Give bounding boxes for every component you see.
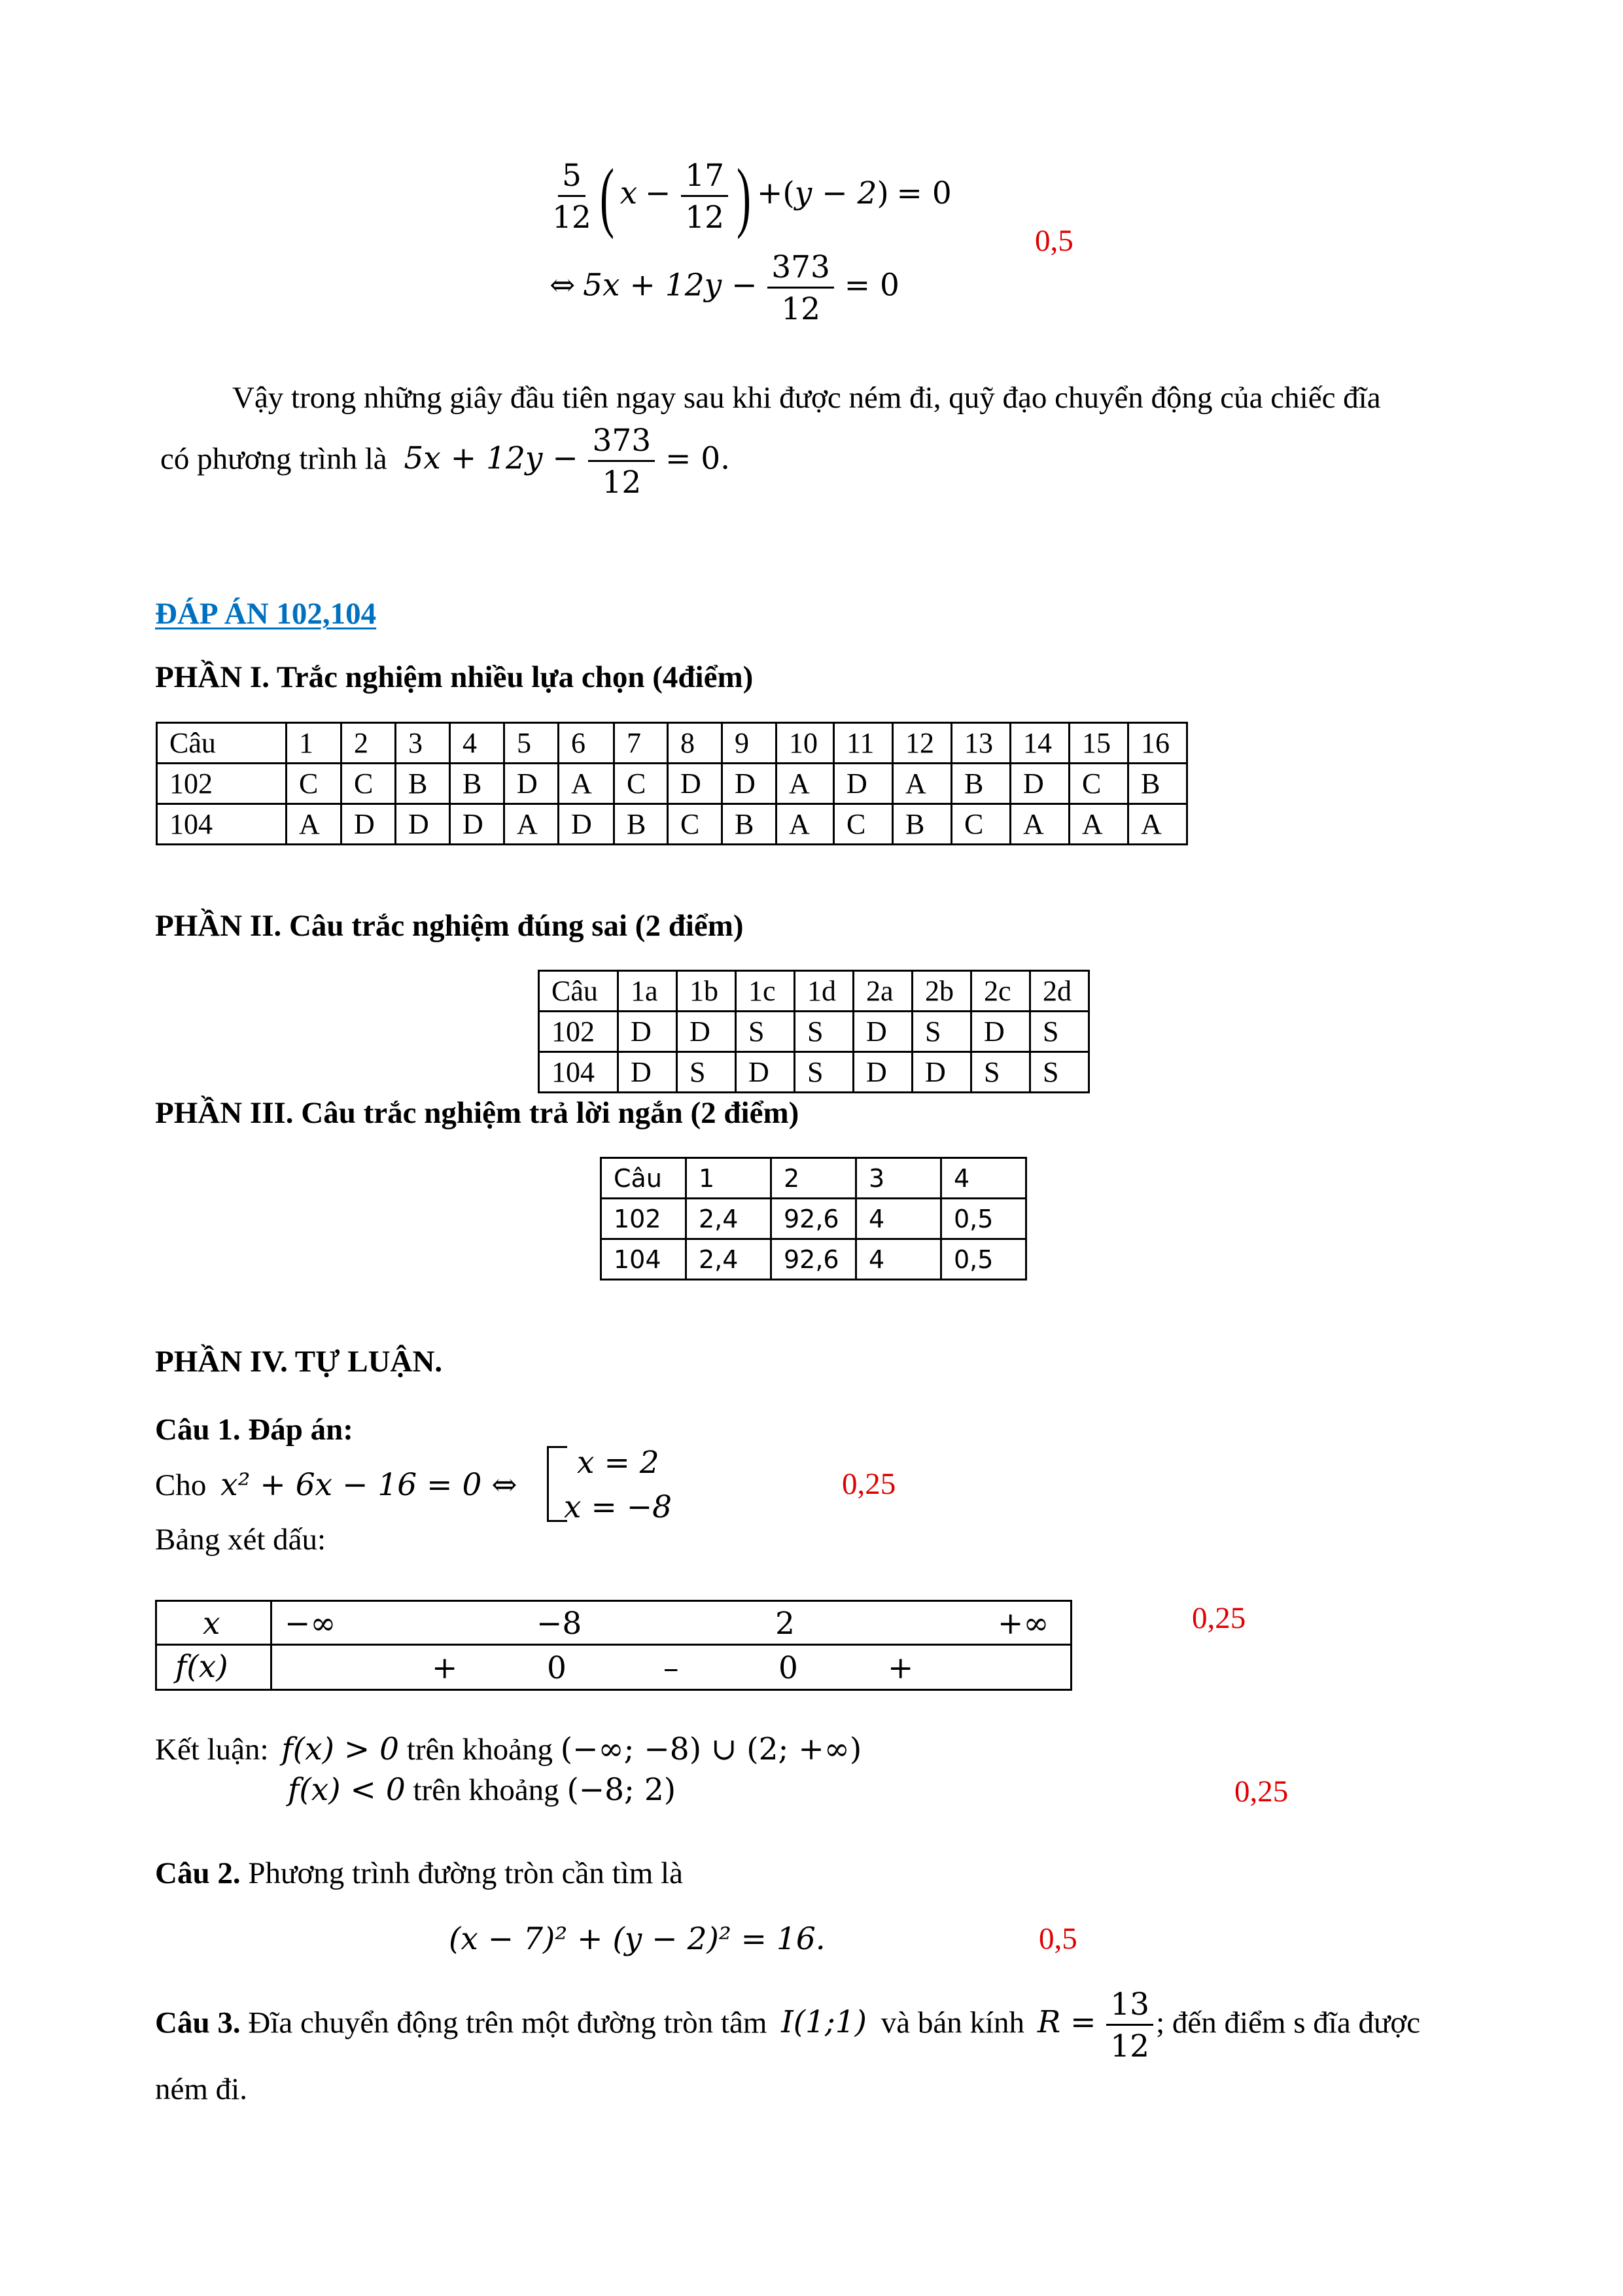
sign-table-minus: – — [663, 1650, 679, 1686]
part1-table-row — [157, 804, 1187, 845]
part1-title: PHẦN I. Trắc nghiệm nhiều lựa chọn (4điểm) — [155, 660, 754, 694]
part2-table-cell: 104 — [539, 1052, 618, 1093]
part3-table-cell: 2,4 — [686, 1199, 771, 1239]
part3-table-cell: 4 — [856, 1239, 941, 1280]
part1-table-cell: 7 — [614, 723, 668, 764]
part1-table-cell: A — [287, 804, 341, 845]
part1-table-cell: 12 — [893, 723, 952, 764]
part2-table-cell: S — [795, 1012, 854, 1052]
sign-table-plus1: + — [432, 1650, 458, 1686]
part1-table-cell: D — [722, 764, 777, 804]
part2-table-cell: 1c — [736, 971, 795, 1012]
part1-table-cell: 11 — [834, 723, 893, 764]
part1-table-cell: 13 — [952, 723, 1011, 764]
part1-table-cell: 15 — [1070, 723, 1128, 764]
q2-score: 0,5 — [1039, 1922, 1077, 1956]
part1-table-cell: D — [559, 804, 614, 845]
part1-table-cell: B — [614, 804, 668, 845]
part1-table-cell: A — [777, 764, 834, 804]
q1-score3: 0,25 — [1234, 1775, 1289, 1809]
sign-table-x: x — [203, 1606, 220, 1642]
part1-table-cell: C — [341, 764, 396, 804]
part3-table-cell: 92,6 — [771, 1239, 856, 1280]
part1-table-cell: B — [722, 804, 777, 845]
part2-table-cell: 1b — [677, 971, 736, 1012]
part1-table-cell: 2 — [341, 723, 396, 764]
q1-conclusion-line2: f(x) < 0 trên khoảng (−8; 2) — [288, 1772, 676, 1808]
part2-table-cell: S — [795, 1052, 854, 1093]
part2-table-cell: D — [618, 1012, 677, 1052]
part1-table-cell: A — [893, 764, 952, 804]
part3-table-cell: 102 — [601, 1199, 686, 1239]
sign-table-root-neg8: −8 — [536, 1606, 582, 1642]
sign-table-fx: f(x) — [175, 1649, 228, 1685]
part3-table-cell: 104 — [601, 1239, 686, 1280]
part3-table-cell: 2 — [771, 1158, 856, 1199]
part1-table-cell: B — [450, 764, 504, 804]
conclusion-line2: có phương trình là 5x + 12y − $\frac{373}{12}$ = 0. — [160, 423, 731, 501]
part1-table-cell: 16 — [1128, 723, 1187, 764]
part2-table-cell: S — [1030, 1012, 1089, 1052]
q2-equation: (x − 7)² + (y − 2)² = 16. — [449, 1921, 826, 1957]
q1-equation: Cho x² + 6x − 16 = 0 ⇔ — [155, 1467, 517, 1503]
q3-line1: Câu 3. Đĩa chuyển động trên một đường tròn tâm I(1;1) và bán kính R = $\frac{13}{12}$ ; đến điểm s đĩa được — [155, 1987, 1421, 2064]
part3-table-cell: 2,4 — [686, 1239, 771, 1280]
part2-table-row — [539, 1012, 1089, 1052]
part2-table-cell: 2d — [1030, 971, 1089, 1012]
part3-title: PHẦN III. Câu trắc nghiệm trả lời ngắn (2 điểm) — [155, 1096, 799, 1130]
part1-table-cell: C — [614, 764, 668, 804]
top-equation-line1: $\frac{5}{12}$ ( x − $\frac{17}{12}$ ) +(y − 2) = 0 — [552, 152, 952, 239]
part1-table-cell: 3 — [396, 723, 450, 764]
part3-table-cell: Câu — [601, 1158, 686, 1199]
q1-root1: x = 2 — [577, 1445, 659, 1481]
part2-table-row — [539, 971, 1089, 1012]
part3-table-row — [601, 1158, 1026, 1199]
part1-table-cell: 5 — [504, 723, 559, 764]
part1-table — [156, 722, 1188, 845]
part3-table — [600, 1157, 1027, 1280]
part3-table-cell: 0,5 — [941, 1199, 1026, 1239]
q2-text: Câu 2. Phương trình đường tròn cần tìm là — [155, 1856, 683, 1890]
part3-table-cell: 4 — [941, 1158, 1026, 1199]
sign-table — [155, 1600, 1072, 1691]
part2-table-cell: S — [913, 1012, 971, 1052]
part2-table-cell: 2a — [854, 971, 913, 1012]
part2-table-cell: S — [736, 1012, 795, 1052]
part1-table-cell: D — [668, 764, 722, 804]
part1-table-cell: Câu — [157, 723, 287, 764]
part3-table-cell: 3 — [856, 1158, 941, 1199]
part3-table-cell: 1 — [686, 1158, 771, 1199]
part1-table-cell: D — [834, 764, 893, 804]
q3-line2: ném đi. — [155, 2072, 247, 2106]
part1-table-cell: D — [504, 764, 559, 804]
part1-table-cell: A — [1011, 804, 1070, 845]
part3-table-row — [601, 1199, 1026, 1239]
part2-table-cell: 2c — [971, 971, 1030, 1012]
part2-table-cell: 102 — [539, 1012, 618, 1052]
part2-table-cell: 1d — [795, 971, 854, 1012]
part3-table-row — [601, 1239, 1026, 1280]
part2-table-cell: D — [854, 1012, 913, 1052]
part1-table-cell: 6 — [559, 723, 614, 764]
part2-title: PHẦN II. Câu trắc nghiệm đúng sai (2 điểm) — [155, 909, 744, 943]
part1-table-cell: C — [834, 804, 893, 845]
part1-table-row — [157, 764, 1187, 804]
part2-table-cell: D — [854, 1052, 913, 1093]
sign-table-zero2: 0 — [778, 1650, 798, 1686]
part1-table-cell: 8 — [668, 723, 722, 764]
part1-table-cell: B — [1128, 764, 1187, 804]
part2-table-row — [539, 1052, 1089, 1093]
sign-table-plus2: + — [888, 1650, 914, 1686]
part1-table-cell: D — [341, 804, 396, 845]
part1-table-cell: A — [777, 804, 834, 845]
q1-score2: 0,25 — [1192, 1601, 1246, 1635]
part1-table-cell: B — [396, 764, 450, 804]
sign-table-label: Bảng xét dấu: — [155, 1523, 326, 1557]
part2-table-cell: S — [971, 1052, 1030, 1093]
part1-table-cell: C — [287, 764, 341, 804]
part3-table-cell: 0,5 — [941, 1239, 1026, 1280]
q1-title: Câu 1. Đáp án: — [155, 1413, 353, 1447]
part2-table-cell: S — [677, 1052, 736, 1093]
part1-table-cell: 14 — [1011, 723, 1070, 764]
part2-table-cell: S — [1030, 1052, 1089, 1093]
part1-table-cell: D — [396, 804, 450, 845]
part2-table-cell: D — [913, 1052, 971, 1093]
part1-table-cell: B — [893, 804, 952, 845]
part1-table-cell: C — [668, 804, 722, 845]
part1-table-cell: 104 — [157, 804, 287, 845]
answer-title: ĐÁP ÁN 102,104 — [155, 597, 377, 631]
part1-table-cell: A — [504, 804, 559, 845]
part1-table-cell: D — [1011, 764, 1070, 804]
part1-table-cell: 10 — [777, 723, 834, 764]
sign-table-pos-inf: +∞ — [998, 1606, 1049, 1642]
part1-table-cell: 9 — [722, 723, 777, 764]
part2-table-cell: D — [971, 1012, 1030, 1052]
top-score: 0,5 — [1035, 224, 1073, 258]
top-equation-line2: ⇔ 5x + 12y − $\frac{373}{12}$ = 0 — [550, 249, 899, 327]
part2-table-cell: D — [618, 1052, 677, 1093]
part2-table — [538, 970, 1090, 1093]
part1-table-cell: D — [450, 804, 504, 845]
part1-table-cell: A — [1128, 804, 1187, 845]
sign-table-root-2: 2 — [775, 1606, 795, 1642]
part1-table-cell: A — [1070, 804, 1128, 845]
sign-table-zero1: 0 — [547, 1650, 567, 1686]
part1-table-cell: 4 — [450, 723, 504, 764]
conclusion-line1: Vậy trong những giây đầu tiên ngay sau khi được ném đi, quỹ đạo chuyển động của chiếc đĩa — [232, 381, 1381, 415]
part1-table-row — [157, 723, 1187, 764]
part4-title: PHẦN IV. TỰ LUẬN. — [155, 1345, 443, 1379]
part1-table-cell: C — [1070, 764, 1128, 804]
part2-table-cell: 2b — [913, 971, 971, 1012]
part2-table-cell: 1a — [618, 971, 677, 1012]
part2-table-cell: D — [736, 1052, 795, 1093]
part2-table-cell: Câu — [539, 971, 618, 1012]
part1-table-cell: A — [559, 764, 614, 804]
part1-table-cell: 1 — [287, 723, 341, 764]
part1-table-cell: 102 — [157, 764, 287, 804]
part2-table-cell: D — [677, 1012, 736, 1052]
part3-table-cell: 92,6 — [771, 1199, 856, 1239]
part1-table-cell: C — [952, 804, 1011, 845]
q1-score1: 0,25 — [842, 1467, 896, 1501]
part3-table-cell: 4 — [856, 1199, 941, 1239]
sign-table-neg-inf: −∞ — [285, 1606, 336, 1642]
q1-root2: x = −8 — [564, 1489, 672, 1525]
q1-conclusion-line1: Kết luận: f(x) > 0 trên khoảng (−∞; −8) ∪ (2; +∞) — [155, 1731, 862, 1767]
part1-table-cell: B — [952, 764, 1011, 804]
